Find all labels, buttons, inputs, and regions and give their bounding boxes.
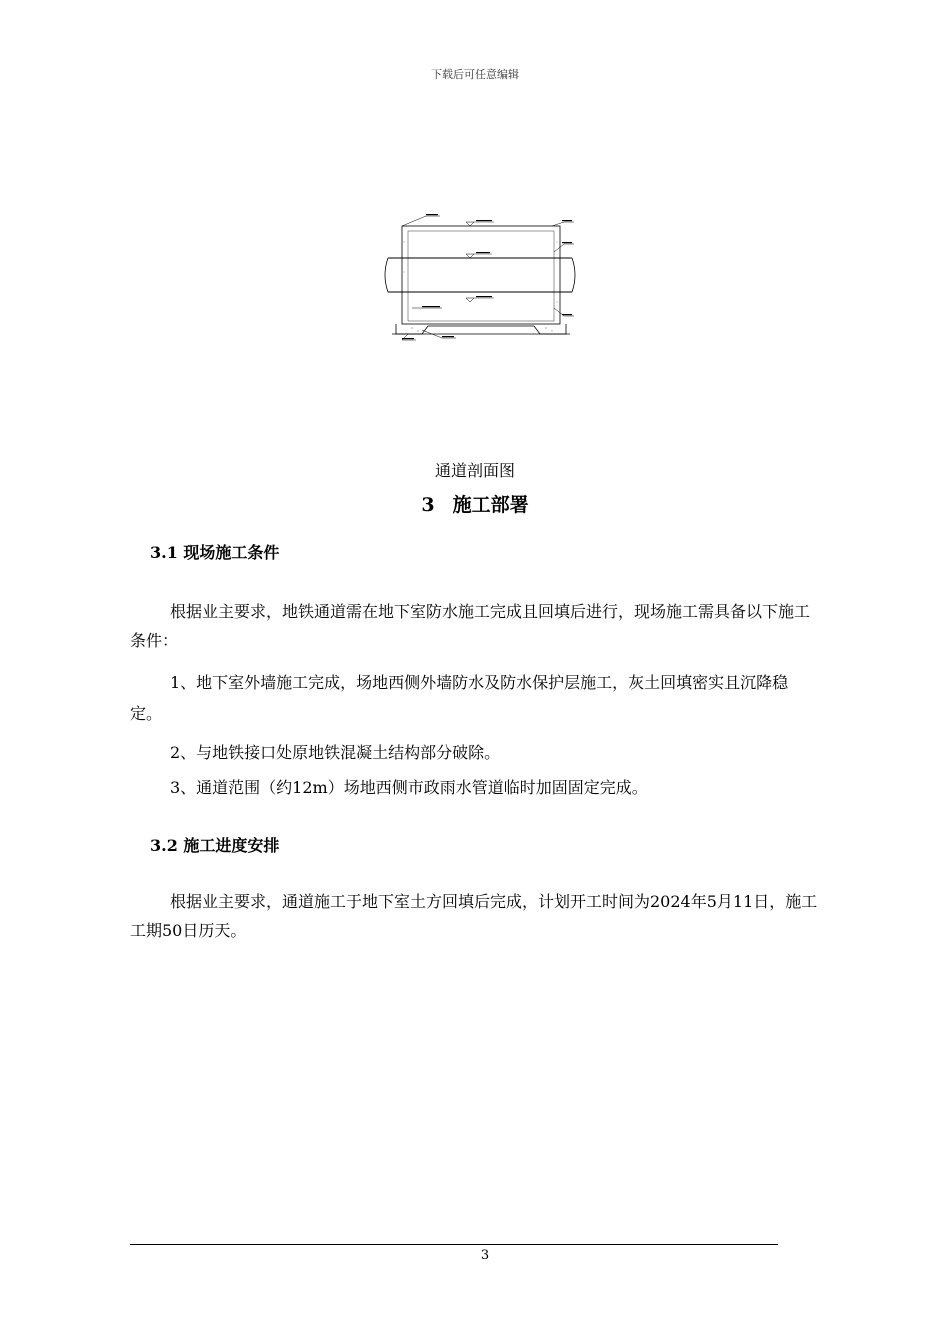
subsection-heading-3-2: 3.2 施工进度安排 — [150, 836, 280, 855]
header-note: 下载后可任意编辑 — [431, 68, 519, 81]
list-item: 2、与地铁接口处原地铁混凝土结构部分破除。 — [170, 743, 501, 762]
section-number: 3 — [421, 494, 435, 516]
subsection-heading-3-1: 3.1 现场施工条件 — [150, 543, 280, 562]
section-title: 施工部署 — [452, 494, 529, 516]
list-item: 3、通道范围（约12m）场地西侧市政雨水管道临时加固固定完成。 — [170, 778, 648, 797]
paragraph-schedule: 根据业主要求，通道施工于地下室土方回填后完成，计划开工时间为2024年5月11日，施工工期50日历天。 — [130, 892, 818, 940]
list-item: 1、地下室外墙施工完成，场地西侧外墙防水及防水保护层施工，灰土回填密实且沉降稳定。 — [130, 673, 789, 723]
page-number: 3 — [480, 1248, 490, 1263]
footer-divider — [130, 1244, 778, 1245]
channel-section-drawing — [382, 212, 578, 344]
paragraph-conditions-intro: 根据业主要求，地铁通道需在地下室防水施工完成且回填后进行，现场施工需具备以下施工条件： — [130, 602, 811, 650]
section-heading — [0, 490, 950, 517]
figure-caption: 通道剖面图 — [434, 461, 515, 480]
